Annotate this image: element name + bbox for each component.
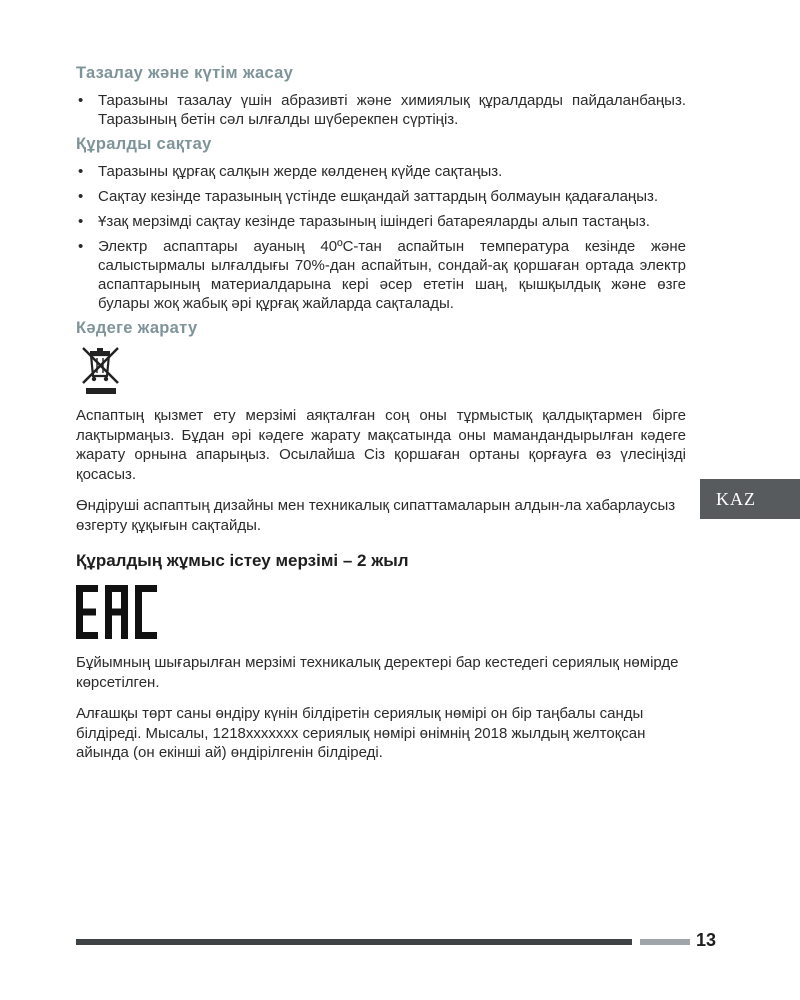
list-item: • Ұзақ мерзімді сақтау кезінде таразының ішіндегі батареяларды алып тастаңыз. [76,212,686,231]
list-item: • Таразыны тазалау үшін абразивті және химиялық құралдарды пайдаланбаңыз. Таразының бетін сәл ылғалды шүберекпен сүртіңіз. [76,91,686,129]
disposal-heading: Кәдеге жарату [76,319,198,337]
service-life-heading: Құралдың жұмыс істеу мерзімі – 2 жыл [76,551,409,570]
disposal-paragraph: Аспаптың қызмет ету мерзімі аяқталған соң оны тұрмыстық қалдықтармен бірге лақтырмаңыз. Бұдан әрі кәдеге жарату мақсатында оны мамандандырылған кәдеге жарату орнына апарыңыз. Осылайша Сіз қоршаған ортаны қорғауға өз үлесіңізді қосасыз. [76,407,686,483]
storage-heading: Құралды сақтау [76,135,212,153]
page-content [76,64,686,775]
footer-rule-accent [640,939,690,945]
page-number: 13 [696,930,717,950]
cleaning-list [76,91,686,129]
list-item: • Электр аспаптары ауаның 40ºС-тан аспайтын температура кезінде және салыстырмалы ылғалдығы 70%-дан аспайтын, сондай-ақ қоршаған ортада электр аспаптарының материалдарына кері әсер ететін шаң, қышқылдық және өзге булары жоқ жабық әрі құрғақ жайларда сақталады. [76,237,686,313]
language-tab: KAZ [700,479,800,519]
serial-number-paragraph: Алғашқы төрт саны өндіру күнін білдіретін сериялық нөмірі он бір таңбалы санды білдіреді. Мысалы, 1218ххххххх сериялық нөмірі өнімнің 2018 жылдың желтоқсан айында (он екінші ай) өндірілгенін білдіреді. [76,705,646,761]
weee-bin-icon [78,346,124,396]
list-item: • Сақтау кезінде таразының үстінде ешқандай заттардың болмауын қадағалаңыз. [76,187,686,206]
manufacturer-notice: Өндіруші аспаптың дизайны мен техникалық сипаттамаларын алдын-ла хабарлаусыз өзгерту құқығын сақтайды. [76,497,676,534]
production-date-paragraph: Бұйымның шығарылған мерзімі техникалық деректері бар кестедегі сериялық нөмірде көрсетілген. [76,654,679,691]
cleaning-heading: Тазалау және күтім жасау [76,64,294,82]
list-item: • Таразыны құрғақ салқын жерде көлденең күйде сақтаңыз. [76,162,686,181]
eac-mark-icon [76,585,158,639]
storage-list [76,162,686,313]
footer-rule [76,939,632,945]
